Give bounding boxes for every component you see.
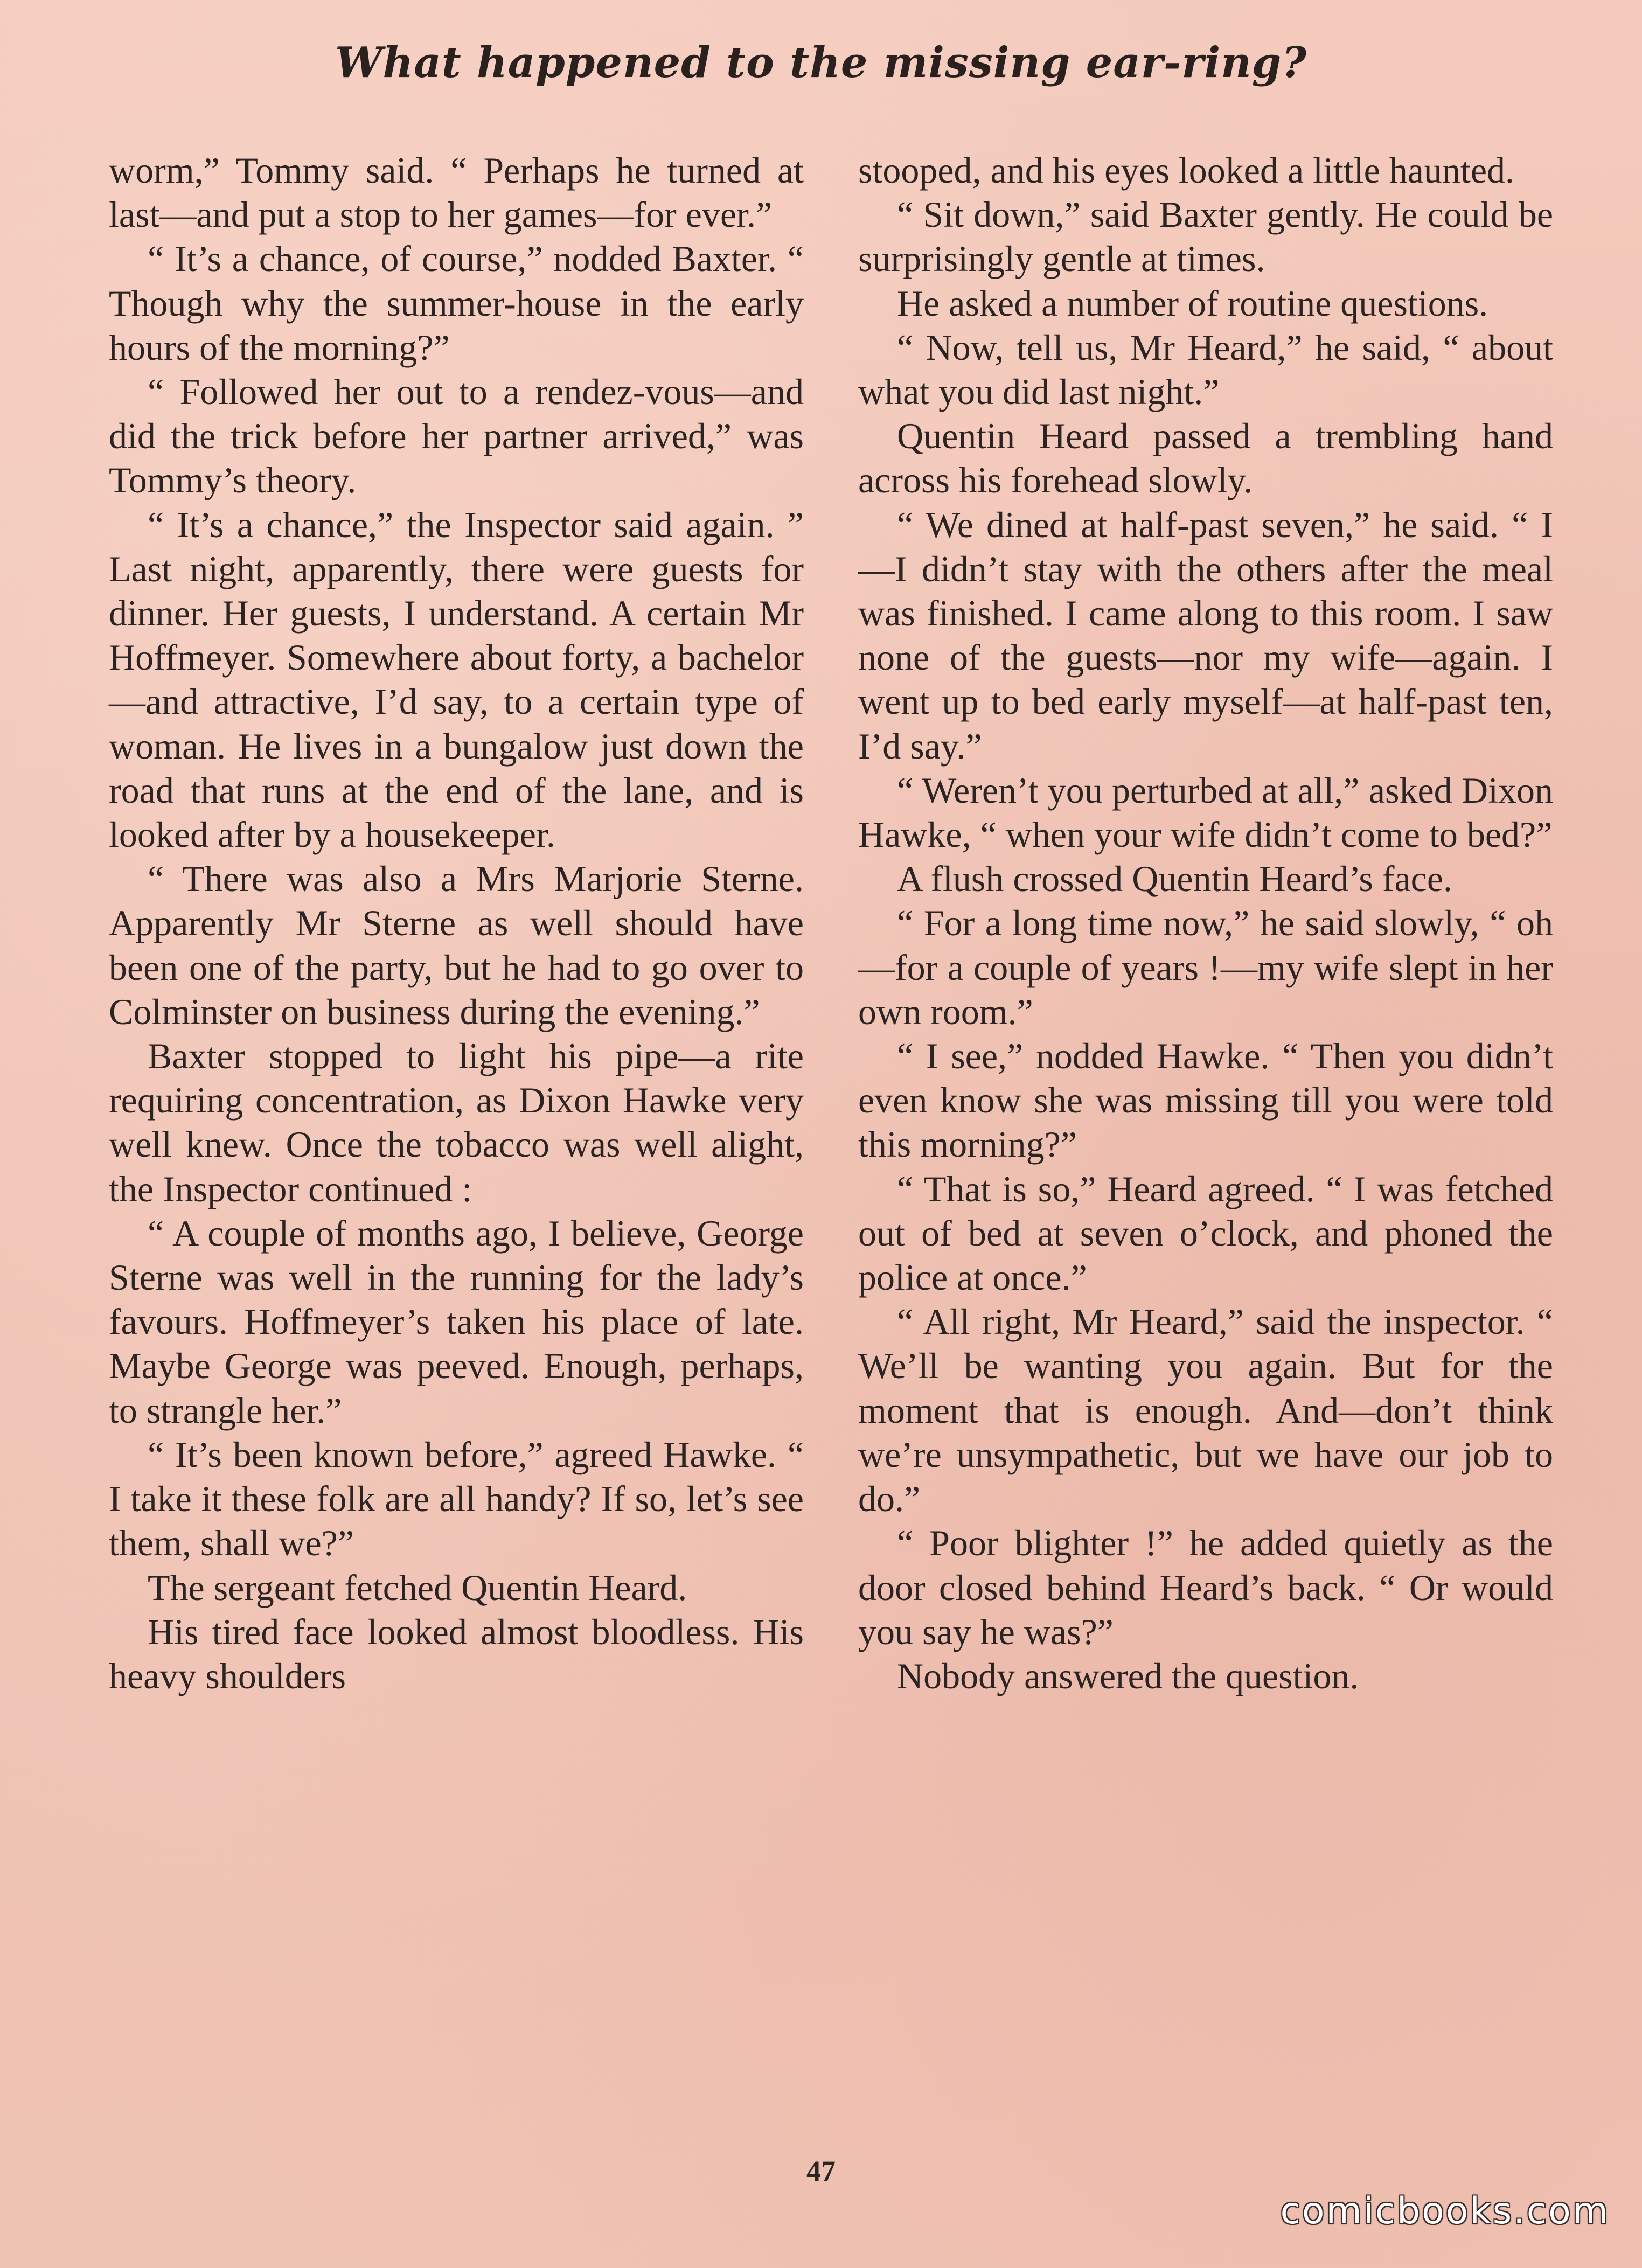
paragraph: “ We dined at half-past seven,” he said. “ I—I didn’t stay with the others after the meal was finished. I came along to this room. I saw none of the guests—nor my wife—again. I went up to bed early myself—at half-past ten, I’d say.” <box>858 504 1553 767</box>
paragraph: “ It’s a chance, of course,” nodded Baxter. “ Though why the summer-house in the early hours of the morning?” <box>109 238 804 368</box>
paragraph: “ All right, Mr Heard,” said the inspector. “ We’ll be wanting you again. But for the moment that is enough. And—don’t think we’re unsympathetic, but we have our job to do.” <box>858 1301 1553 1520</box>
site-watermark: comicbooks.com <box>1280 2190 1610 2232</box>
paragraph: “ Weren’t you perturbed at all,” asked Dixon Hawke, “ when your wife didn’t come to bed?” <box>858 769 1553 855</box>
story-headline: What happened to the missing ear-ring? <box>335 38 1307 87</box>
paragraph: He asked a number of routine questions. <box>897 282 1488 324</box>
right-column <box>858 148 1553 1698</box>
paragraph: “ Poor blighter !” he added quietly as the door closed behind Heard’s back. “ Or would you say he was?” <box>858 1522 1553 1652</box>
paragraph: “ For a long time now,” he said slowly, “ oh—for a couple of years !—my wife slept in her own room.” <box>858 902 1553 1032</box>
paragraph: “ Now, tell us, Mr Heard,” he said, “ about what you did last night.” <box>858 326 1553 413</box>
paragraph: “ Followed her out to a rendez-vous—and did the trick before her partner arrived,” was Tommy’s theory. <box>109 371 804 501</box>
paragraph: stooped, and his eyes looked a little haunted. <box>858 150 1515 191</box>
paragraph: “ That is so,” Heard agreed. “ I was fetched out of bed at seven o’clock, and phoned the police at once.” <box>858 1168 1553 1298</box>
paragraph: Quentin Heard passed a trembling hand across his forehead slowly. <box>858 415 1553 501</box>
paragraph: A flush crossed Quentin Heard’s face. <box>897 858 1453 900</box>
paragraph: “ A couple of months ago, I believe, George Sterne was well in the running for the lady’s favours. Hoffmeyer’s taken his place of late. Maybe George was peeved. Enough, perhaps, to strangle her.” <box>109 1212 804 1431</box>
paragraph: “ It’s been known before,” agreed Hawke. “ I take it these folk are all handy? If so, let’s see them, shall we?” <box>109 1434 804 1564</box>
paragraph: His tired face looked almost bloodless. His heavy shoulders <box>109 1611 804 1696</box>
paragraph: The sergeant fetched Quentin Heard. <box>148 1567 687 1608</box>
page-number: 47 <box>806 2155 836 2187</box>
paragraph: “ It’s a chance,” the Inspector said again. ” Last night, apparently, there were guests for dinner. Her guests, I understand. A certain Mr Hoffmeyer. Somewhere about forty, a bachelor—and attractive, I’d say, to a certain type of woman. He lives in a bungalow just down the road that runs at the end of the lane, and is looked after by a housekeeper. <box>109 504 804 855</box>
paragraph: Baxter stopped to light his pipe—a rite requiring concentration, as Dixon Hawke very well knew. Once the tobacco was well alight, the Inspector continued : <box>109 1035 804 1209</box>
left-column <box>109 148 804 1698</box>
paragraph: worm,” Tommy said. “ Perhaps he turned at last—and put a stop to her games—for ever.” <box>109 150 804 235</box>
paragraph: Nobody answered the question. <box>897 1655 1359 1696</box>
paragraph: “ I see,” nodded Hawke. “ Then you didn’t even know she was missing till you were told this morning?” <box>858 1035 1553 1165</box>
paragraph: “ There was also a Mrs Marjorie Sterne. Apparently Mr Sterne as well should have been one of the party, but he had to go over to Colminster on business during the evening.” <box>109 858 804 1032</box>
paragraph: “ Sit down,” said Baxter gently. He could be surprisingly gentle at times. <box>858 194 1553 280</box>
